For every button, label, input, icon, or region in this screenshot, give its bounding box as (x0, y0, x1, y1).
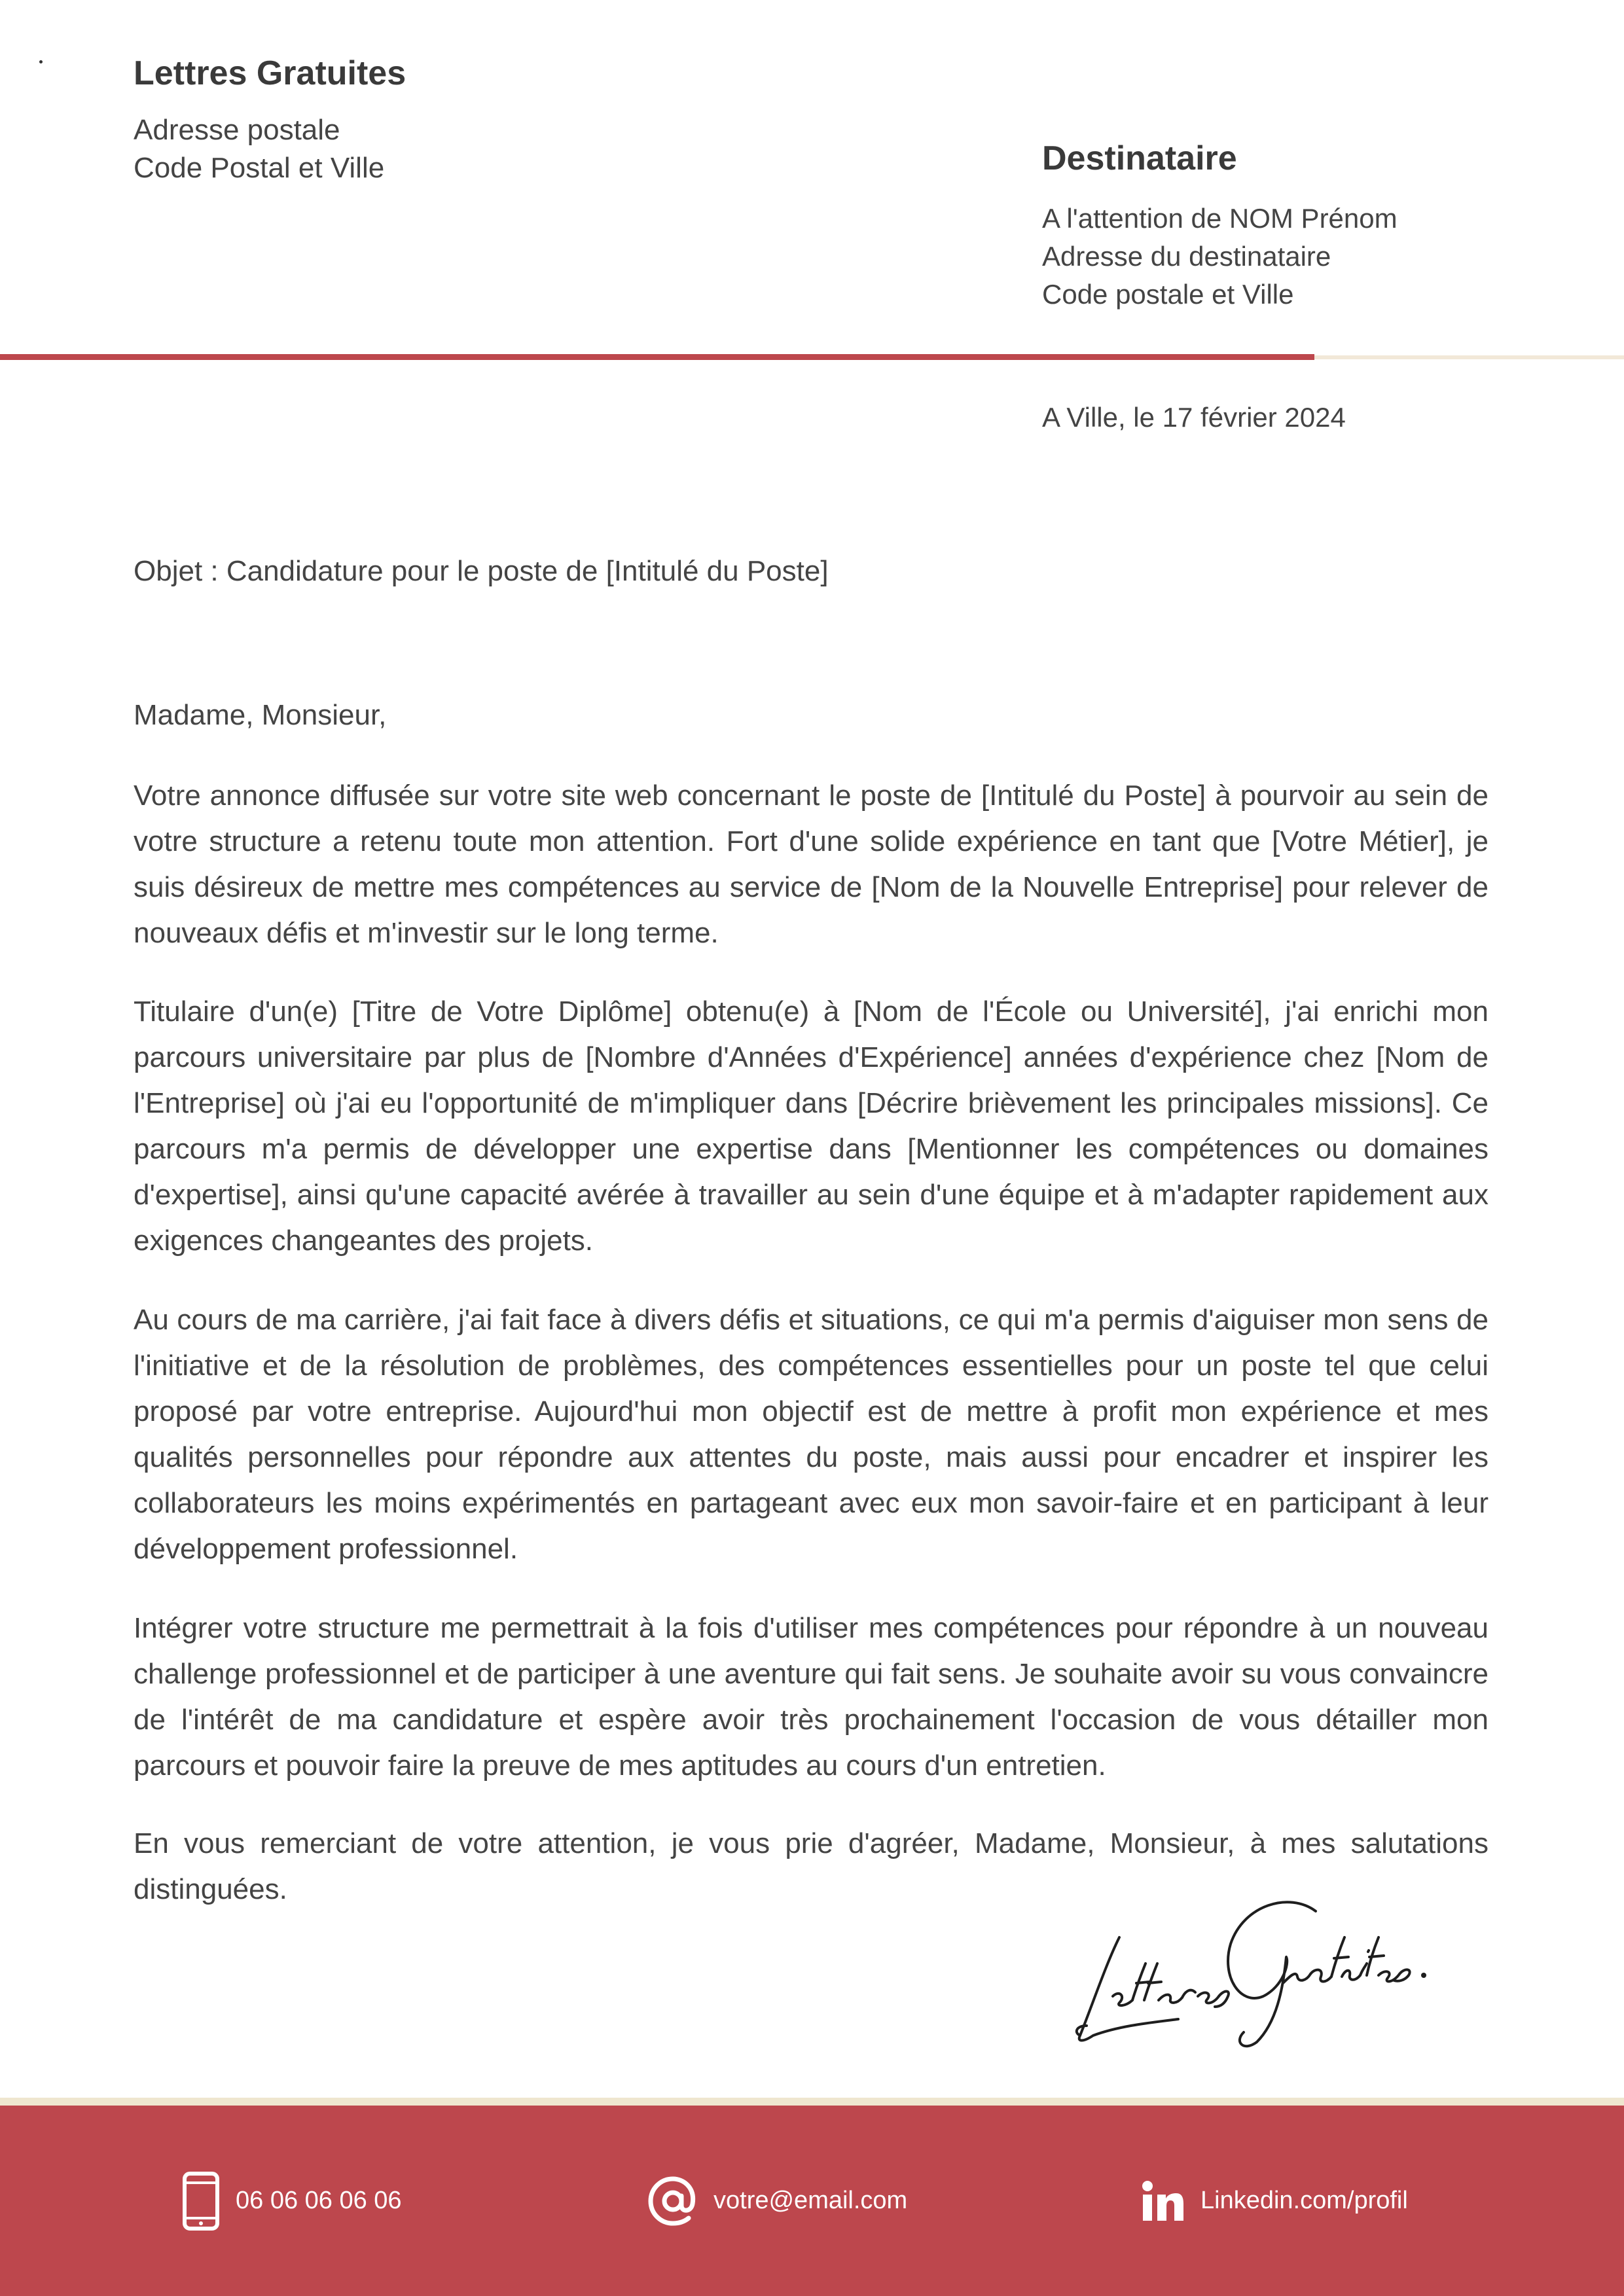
letter-salutation: Madame, Monsieur, (134, 699, 387, 731)
recipient-address: Adresse du destinataire (1042, 241, 1331, 272)
contact-phone-text: 06 06 06 06 06 (236, 2187, 402, 2214)
header-divider-cream (1314, 355, 1624, 359)
sender-city: Code Postal et Ville (134, 152, 385, 184)
smartphone-icon (182, 2171, 220, 2231)
header-divider-accent (0, 354, 1314, 360)
date-line: A Ville, le 17 février 2024 (1042, 402, 1346, 433)
contact-phone (182, 2106, 402, 2296)
letter-paragraph-5: En vous remerciant de votre attention, je vous prie d'agréer, Madame, Monsieur, à mes salutations distinguées. (134, 1827, 1489, 1905)
contact-footer (0, 2106, 1624, 2296)
decorative-dot (39, 60, 43, 63)
letter-subject: Objet : Candidature pour le poste de [Intitulé du Poste] (134, 555, 829, 587)
contact-linkedin (1142, 2106, 1408, 2296)
recipient-title: Destinataire (1042, 139, 1237, 177)
letter-paragraph-2: Titulaire d'un(e) [Titre de Votre Diplôme] obtenu(e) à [Nom de l'École ou Université], j'ai enrichi mon parcours universitaire par plus de [Nombre d'Années d'Expérience] années d'expérience chez [Nom de l'Entreprise] où j'ai eu l'opportunité de m'impliquer dans [Décrire brièvement les principales missions]. Ce parcours m'a permis de développer une expertise dans [Mentionner les compétences ou domaines d'expertise], ainsi qu'une capacité avérée à travailler au sein d'une équipe et à m'adapter rapidement aux exigences changeantes des projets. (134, 996, 1489, 1257)
letter-paragraph-3: Au cours de ma carrière, j'ai fait face à divers défis et situations, ce qui m'a permis d'aiguiser mon sens de l'initiative et de la résolution de problèmes, des compétences essentielles pour un poste tel que celui proposé par votre entreprise. Aujourd'hui mon objectif est de mettre à profit mon expérience et mes qualités personnelles pour répondre aux attentes du poste, mais aussi pour encadrer et inspirer les collaborateurs les moins expérimentés en partageant avec eux mon savoir-faire et en participant à leur développement professionnel. (134, 1304, 1489, 1565)
sender-name: Lettres Gratuites (134, 54, 406, 92)
linkedin-icon (1142, 2180, 1185, 2222)
at-sign-icon (648, 2176, 698, 2226)
contact-email-text: votre@email.com (713, 2187, 908, 2214)
letter-paragraph-4: Intégrer votre structure me permettrait à la fois d'utiliser mes compétences pour répondre à un nouveau challenge professionnel et de participer à une aventure qui fait sens. Je souhaite avoir su vous convaincre de l'intérêt de ma candidature et espère avoir très prochainement l'occasion de vous détailler mon parcours et pouvoir faire la preuve de mes aptitudes au cours d'un entretien. (134, 1612, 1489, 1782)
recipient-attention: A l'attention de NOM Prénom (1042, 203, 1398, 234)
footer-divider-cream (0, 2098, 1624, 2106)
handwritten-signature (1067, 1885, 1447, 2055)
contact-email (648, 2106, 907, 2296)
contact-linkedin-text: Linkedin.com/profil (1200, 2187, 1408, 2214)
letter-paragraph-1: Votre annonce diffusée sur votre site web concernant le poste de [Intitulé du Poste] à pourvoir au sein de votre structure a retenu toute mon attention. Fort d'une solide expérience en tant que [Votre Métier], je suis désireux de mettre mes compétences au service de [Nom de la Nouvelle Entreprise] pour relever de nouveaux défis et m'investir sur le long terme. (134, 780, 1489, 949)
sender-address: Adresse postale (134, 114, 340, 146)
recipient-city: Code postale et Ville (1042, 279, 1294, 310)
